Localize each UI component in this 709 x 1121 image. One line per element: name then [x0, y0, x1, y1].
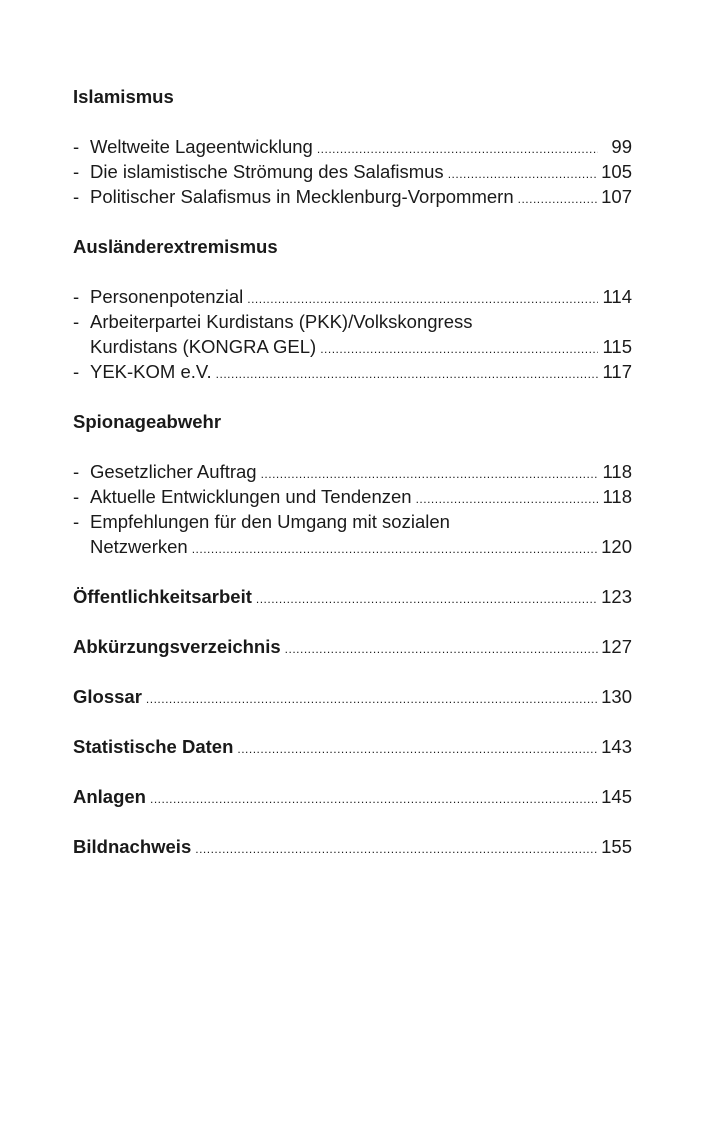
toc-entry-first-line: [73, 509, 632, 534]
toc-page-number: 117: [602, 361, 632, 382]
dot-leader: [146, 687, 598, 712]
table-of-contents: [73, 84, 632, 859]
toc-heading-abkuerzungsverzeichnis: [73, 634, 632, 659]
toc-entry-label: Weltweite Lageentwicklung: [90, 136, 313, 157]
toc-entry: [73, 359, 632, 384]
bullet-dash: -: [73, 161, 80, 182]
toc-entry-label: Aktuelle Entwicklungen und Tendenzen: [90, 486, 412, 507]
toc-page-number: 145: [601, 786, 632, 807]
toc-entry-label: Gesetzlicher Auftrag: [90, 461, 257, 482]
toc-page-number: 127: [601, 636, 632, 657]
toc-entry: [73, 459, 632, 484]
toc-page-number: 99: [611, 136, 632, 157]
toc-page-number: 143: [601, 736, 632, 757]
spacer: [73, 559, 632, 584]
toc-heading-label: Spionageabwehr: [73, 411, 222, 432]
toc-heading-label: Statistische Daten: [73, 736, 234, 757]
toc-entry: [73, 159, 632, 184]
dot-leader: [285, 637, 598, 662]
toc-entry-label: Die islamistische Strömung des Salafismus: [90, 161, 444, 182]
toc-page-number: 105: [601, 161, 632, 182]
toc-page-number: 114: [602, 286, 632, 307]
toc-entry-label: Netzwerken: [90, 536, 188, 557]
toc-heading-oeffentlichkeitsarbeit: [73, 584, 632, 609]
spacer: [73, 759, 632, 784]
spacer: [73, 259, 632, 284]
toc-entry-label: YEK-KOM e.V.: [90, 361, 212, 382]
dot-leader: [192, 537, 598, 562]
toc-heading-label: Bildnachweis: [73, 836, 192, 857]
toc-entry: [73, 134, 632, 159]
toc-entry-continuation: [73, 534, 632, 559]
toc-heading-label: Islamismus: [73, 86, 174, 107]
bullet-dash: -: [73, 461, 80, 482]
spacer: [73, 659, 632, 684]
bullet-dash: -: [73, 486, 80, 507]
toc-heading-auslaenderextremismus: [73, 234, 632, 259]
toc-page-number: 118: [602, 486, 632, 507]
spacer: [73, 384, 632, 409]
dot-leader: [320, 337, 598, 362]
dot-leader: [195, 837, 598, 862]
toc-entry: [73, 184, 632, 209]
toc-entry-label: Politischer Salafismus in Mecklenburg-Vorpommern: [90, 186, 514, 207]
dot-leader: [237, 737, 598, 762]
spacer: [73, 609, 632, 634]
toc-entry: [73, 484, 632, 509]
spacer: [73, 109, 632, 134]
toc-heading-spionageabwehr: [73, 409, 632, 434]
toc-heading-statistische-daten: [73, 734, 632, 759]
dot-leader: [150, 787, 598, 812]
bullet-dash: -: [73, 311, 80, 332]
toc-heading-label: Glossar: [73, 686, 142, 707]
spacer: [73, 709, 632, 734]
toc-page-number: 155: [601, 836, 632, 857]
toc-heading-label: Anlagen: [73, 786, 146, 807]
toc-entry-first-line: [73, 309, 632, 334]
bullet-dash: -: [73, 186, 80, 207]
dot-leader: [256, 587, 598, 612]
toc-entry: [73, 284, 632, 309]
toc-heading-label: Öffentlichkeitsarbeit: [73, 586, 252, 607]
toc-page-number: 118: [602, 461, 632, 482]
toc-page-number: 130: [601, 686, 632, 707]
toc-heading-anlagen: [73, 784, 632, 809]
toc-page-number: 123: [601, 586, 632, 607]
dot-leader: [216, 362, 598, 387]
spacer: [73, 209, 632, 234]
toc-entry-label: Arbeiterpartei Kurdistans (PKK)/Volkskongress: [90, 311, 473, 332]
bullet-dash: -: [73, 361, 80, 382]
toc-entry-label: Personenpotenzial: [90, 286, 244, 307]
toc-entry-label: Empfehlungen für den Umgang mit sozialen: [90, 511, 450, 532]
bullet-dash: -: [73, 511, 80, 532]
toc-entry-continuation: [73, 334, 632, 359]
toc-heading-label: Abkürzungsverzeichnis: [73, 636, 281, 657]
spacer: [73, 809, 632, 834]
toc-page-number: 120: [601, 536, 632, 557]
toc-page-number: 107: [601, 186, 632, 207]
toc-heading-glossar: [73, 684, 632, 709]
bullet-dash: -: [73, 136, 80, 157]
spacer: [73, 434, 632, 459]
bullet-dash: -: [73, 286, 80, 307]
toc-entry-label: Kurdistans (KONGRA GEL): [90, 336, 317, 357]
toc-heading-label: Ausländerextremismus: [73, 236, 278, 257]
toc-page-number: 115: [602, 336, 632, 357]
toc-heading-bildnachweis: [73, 834, 632, 859]
toc-heading-islamismus: [73, 84, 632, 109]
dot-leader: [518, 187, 598, 212]
